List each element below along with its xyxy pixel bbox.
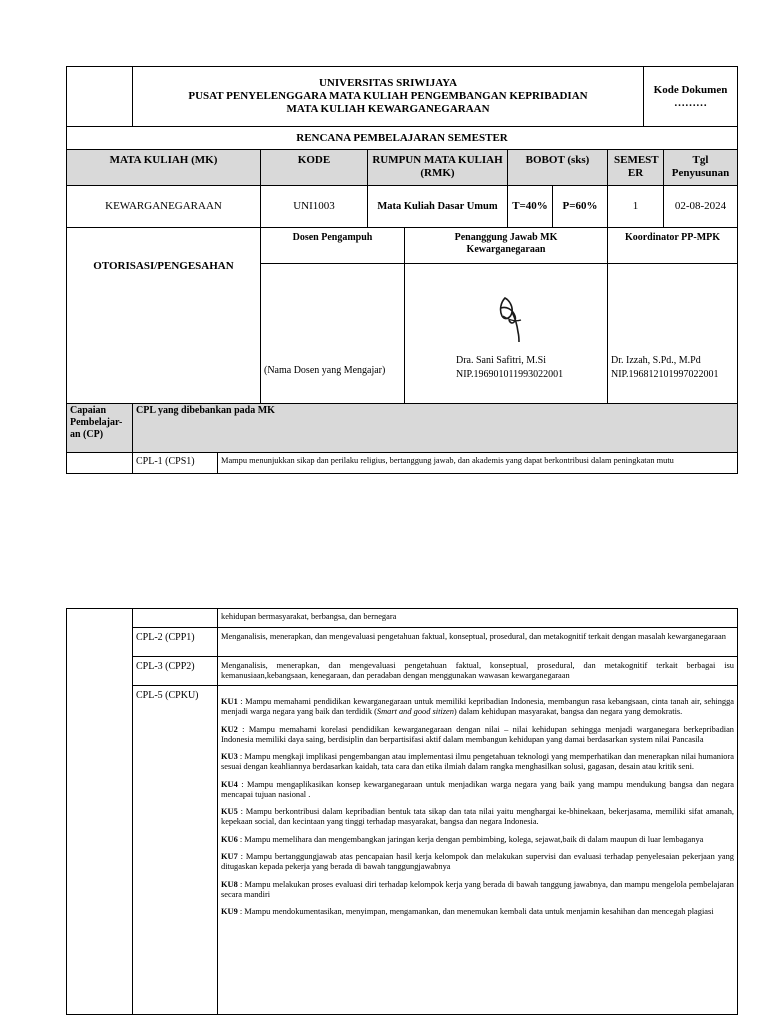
pj-nip: NIP.196901011993022001 <box>456 369 564 380</box>
dosen-name: (Nama Dosen yang Mengajar) <box>264 365 386 376</box>
col-mata-kuliah: MATA KULIAH (MK) <box>66 149 261 186</box>
koord-nip: NIP.196812101997022001 <box>611 369 719 380</box>
p2-cont-text-cell <box>217 608 738 628</box>
ku-item: KU8 : Mampu melakukan proses evaluasi diri terhadap kelompok kerja yang berada di bawah tanggung jawabnya, dan mampu mengelola pembelajaran secara mandiri <box>221 879 734 899</box>
pj-name: Dra. Sani Safitri, M.Si <box>456 355 546 366</box>
ku-item: KU2 : Mampu memahami korelasi pendidikan kewarganegaraan dengan nilai – nilai kehidupan sehingga menjadi warganegara berkepribadian Indonesia memiliki daya saing, berdisiplin dan berpartisifasi aktif dalam membangun kehidupan yang damai berdasarkan system nilai Pancasila <box>221 724 734 744</box>
cpl1-text: Mampu menunjukkan sikap dan perilaku religius, bertanggung jawab, dan akademis yang dapat berkontribusi dalam peningkatan mutu <box>221 456 674 465</box>
ku-item: KU6 : Mampu memelihara dan mengembangkan jaringan kerja dengan pembimbing, kolega, sejawat,baik di dalam maupun di luar lembaganya <box>221 834 704 844</box>
cp-label-cell <box>66 403 133 453</box>
koord-header: Koordinator PP-MPK <box>607 227 738 264</box>
kode-dokumen-cell <box>643 66 738 127</box>
pj-header: Penanggung Jawab MK Kewarganegaraan <box>404 227 608 264</box>
col-semester: SEMEST ER <box>607 149 664 186</box>
cpl3-code: CPL-3 (CPP2) <box>132 656 218 686</box>
koord-sign-cell <box>607 263 738 404</box>
dosen-header: Dosen Pengampuh <box>260 227 405 264</box>
course-title: MATA KULIAH KEWARGANEGARAAN <box>286 103 490 115</box>
col-rumpun: RUMPUN MATA KULIAH (RMK) <box>367 149 508 186</box>
course-date: 02-08-2024 <box>663 185 738 228</box>
cpl5-code: CPL-5 (CPKU) <box>132 685 218 1015</box>
cp-label: Capaian Pembelajar-an (CP) <box>70 405 123 440</box>
ku-item: KU4 : Mampu mengaplikasikan konsep kewarganegaraan untuk menjadikan warga negara yang baik yang mampu mendukung bangsa dan negara mencapai tujuan nasional . <box>221 779 734 799</box>
course-rumpun: Mata Kuliah Dasar Umum <box>367 185 508 228</box>
signature-image <box>491 286 531 348</box>
university-header <box>132 66 644 127</box>
course-bobot-p: P=60% <box>552 185 608 228</box>
cpl5-text-cell <box>217 685 738 1015</box>
otorisasi-cell <box>66 227 261 404</box>
cpl1-text-cell <box>217 452 738 474</box>
col-tgl: Tgl Penyusunan <box>663 149 738 186</box>
ku-item: KU3 : Mampu mengkaji implikasi pengembangan atau implementasi ilmu pengetahuan teknologi yang memperhatikan dan menerapkan nilai humaniora sesuai dengan keahliannya berdasarkan kaidah, tata cara dan etika ilmiah dalam rangka menghasilkan solusi, gagasan, desain atau kritik seni. <box>221 752 734 771</box>
center-name: PUSAT PENYELENGGARA MATA KULIAH PENGEMBANGAN KEPRIBADIAN <box>188 90 588 102</box>
cp-empty-cell <box>66 452 133 474</box>
university-name: UNIVERSITAS SRIWIJAYA <box>318 77 458 89</box>
ku-item: KU5 : Mampu berkontribusi dalam kepribadian bentuk tata sikap dan tata nilai yaitu menghargai ke-bhinekaan, bekerjasama, memiliki sifat amanah, kepekaan social, dan kecintaan yang tinggi terhadap masyarakat, bangsa dan negara Indonesia. <box>221 807 734 826</box>
course-bobot-t: T=40% <box>507 185 553 228</box>
p2-cont-code-cell <box>132 608 218 628</box>
course-code: UNI1003 <box>260 185 368 228</box>
cpl2-text-cell <box>217 627 738 657</box>
col-bobot: BOBOT (sks) <box>507 149 608 186</box>
dosen-sign-cell <box>260 263 405 404</box>
kode-dokumen-value: ……… <box>674 96 707 109</box>
cp-header-cell <box>132 403 738 453</box>
pj-sign-cell <box>404 263 608 404</box>
logo-cell <box>66 66 133 127</box>
koord-name: Dr. Izzah, S.Pd., M.Pd <box>611 355 701 366</box>
ku-item: KU7 : Mampu bertanggungjawab atas pencapaian hasil kerja kelompok dan melakukan supervisi dan evaluasi terhadap penyelesaian pekerjaan yang ditugaskan kepada pekerja yang berada di bawah tanggungjawabnya <box>221 852 734 871</box>
cpl2-code: CPL-2 (CPP1) <box>132 627 218 657</box>
ku-item: KU1 : Mampu memahami pendidikan kewarganegaraan untuk memiliki kepribadian Indonesia, membangun rasa kebangsaan, cinta tanah air, sehingga menjadi warga negara yang baik dan terdidik (Smart and good sitizen) dalam kehidupan masyarakat, bangsa dan negara yang demokratis. <box>221 697 734 716</box>
otorisasi-label: OTORISASI/PENGESAHAN <box>93 260 234 272</box>
kode-dokumen-label: Kode Dokumen <box>653 83 728 96</box>
cp-header: CPL yang dibebankan pada MK <box>136 405 275 416</box>
cpl3-text-cell <box>217 656 738 686</box>
p2-empty-col1 <box>66 608 133 1015</box>
cpl2-text: Menganalisis, menerapkan, dan mengevaluasi pengetahuan faktual, konseptual, prosedural, dan metakognitif terkait dengan masalah kewarganegaraan <box>221 632 726 641</box>
course-name: KEWARGANEGARAAN <box>66 185 261 228</box>
col-kode: KODE <box>260 149 368 186</box>
cpl1-continuation: kehidupan bermasyarakat, berbangsa, dan bernegara <box>221 612 397 621</box>
rps-title: RENCANA PEMBELAJARAN SEMESTER <box>66 126 738 150</box>
course-semester: 1 <box>607 185 664 228</box>
ku-item: KU9 : Mampu mendokumentasikan, menyimpan, mengamankan, dan menemukan kembali data untuk menjamin kesahihan dan mencegah plagiasi <box>221 907 714 916</box>
cpl1-code: CPL-1 (CPS1) <box>132 452 218 474</box>
cpl3-text: Menganalisis, menerapkan, dan mengevaluasi pengetahuan faktual, konseptual, prosedural, dan metakognitif terkait berbagai isu kemanusiaan,kebangsaan, kenegaraan, dan peradaban dengan menggunakan wawasan kewarganegaraan <box>221 661 734 680</box>
